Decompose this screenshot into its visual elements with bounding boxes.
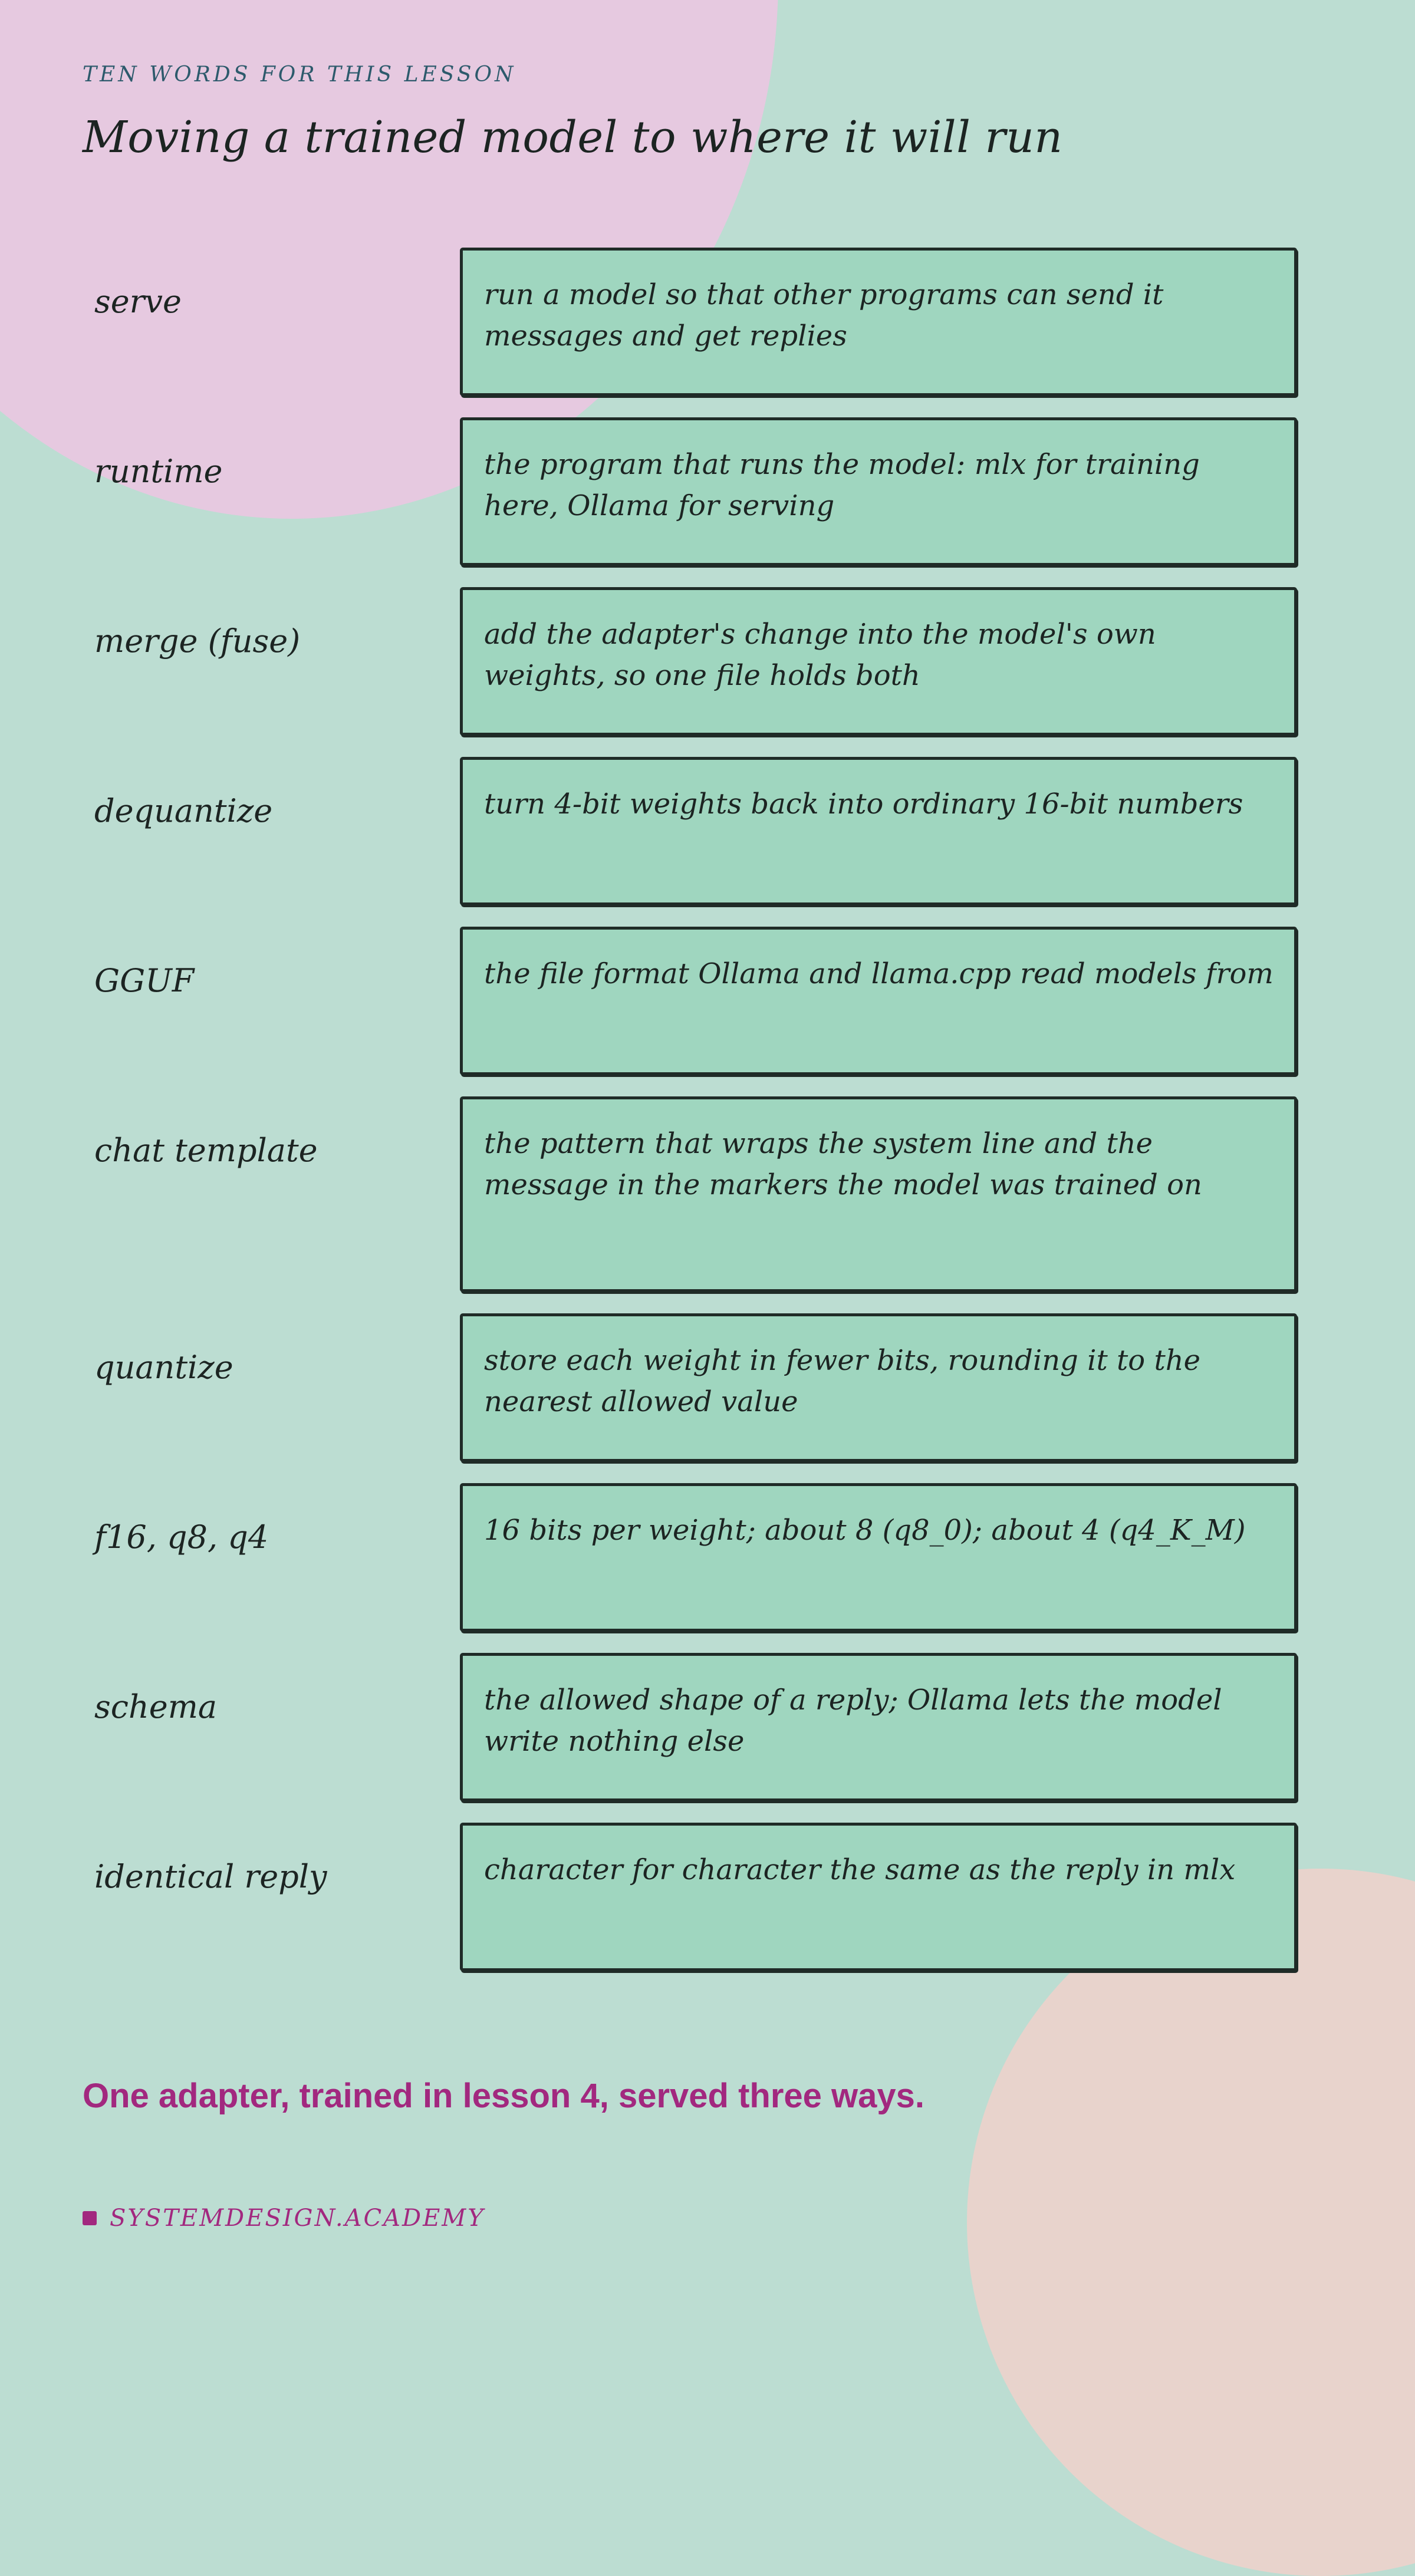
definition-card xyxy=(460,587,1297,736)
glossary-definition: add the adapter's change into the model's own weights, so one file holds both xyxy=(484,618,1156,692)
page-title: Moving a trained model to where it will run xyxy=(83,112,1063,163)
glossary-term: merge (fuse) xyxy=(94,622,301,660)
glossary-definition: 16 bits per weight; about 8 (q8_0); about 4 (q4_K_M) xyxy=(484,1514,1246,1547)
definition-card xyxy=(460,417,1297,566)
glossary-definition: store each weight in fewer bits, rounding it to the nearest allowed value xyxy=(484,1344,1201,1418)
brand-name: SYSTEMDESIGN.ACADEMY xyxy=(110,2205,485,2232)
glossary-term: chat template xyxy=(94,1132,318,1169)
tagline: One adapter, trained in lesson 4, served three ways. xyxy=(83,2077,925,2115)
glossary-term: identical reply xyxy=(94,1858,327,1895)
brand-square-icon xyxy=(83,2211,97,2225)
glossary-term: schema xyxy=(94,1688,218,1725)
glossary-definition: the program that runs the model: mlx for training here, Ollama for serving xyxy=(484,448,1200,522)
glossary-term: GGUF xyxy=(94,962,195,999)
glossary-term: quantize xyxy=(94,1349,233,1386)
glossary-definition: character for character the same as the reply in mlx xyxy=(484,1853,1236,1886)
eyebrow: TEN WORDS FOR THIS LESSON xyxy=(83,62,516,87)
glossary-definition: the allowed shape of a reply; Ollama lets the model write nothing else xyxy=(484,1684,1222,1758)
glossary-definition: turn 4-bit weights back into ordinary 16-bit numbers xyxy=(484,788,1243,821)
definition-card xyxy=(460,1096,1297,1292)
definition-card xyxy=(460,1823,1297,1971)
definition-card xyxy=(460,1653,1297,1801)
glossary-term: serve xyxy=(94,283,182,320)
footer xyxy=(83,2205,485,2232)
glossary-definition: the pattern that wraps the system line and the message in the markers the model was trained on xyxy=(484,1127,1202,1201)
glossary-term: runtime xyxy=(94,453,223,490)
glossary-term: dequantize xyxy=(94,792,273,829)
definition-card xyxy=(460,1313,1297,1462)
definition-card xyxy=(460,1483,1297,1632)
glossary-term: f16, q8, q4 xyxy=(94,1518,269,1556)
glossary-definition: run a model so that other programs can send it messages and get replies xyxy=(484,278,1164,353)
glossary-definition: the file format Ollama and llama.cpp read models from xyxy=(484,957,1274,990)
definition-card xyxy=(460,757,1297,905)
definition-card xyxy=(460,927,1297,1075)
definition-card xyxy=(460,248,1297,396)
